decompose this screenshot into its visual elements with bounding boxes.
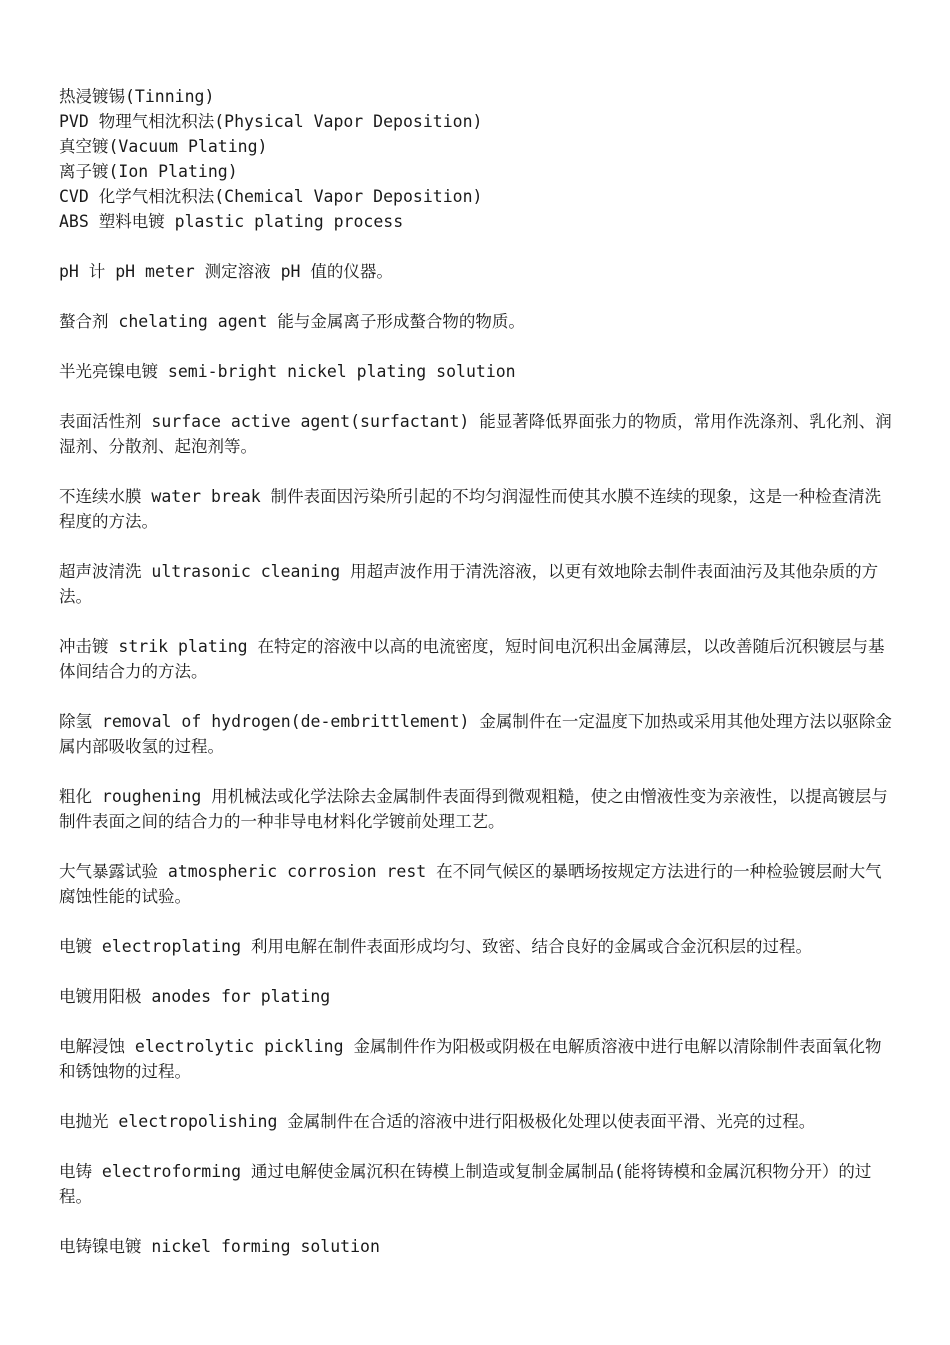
spacer [59, 959, 897, 984]
process-list [59, 84, 897, 234]
glossary-entry: 电铸镍电镀 nickel forming solution [59, 1237, 380, 1256]
list-item: PVD 物理气相沈积法(Physical Vapor Deposition) [59, 112, 483, 131]
spacer [59, 834, 897, 859]
glossary-entry: 螯合剂 chelating agent 能与金属离子形成螯合物的物质。 [59, 312, 525, 331]
spacer [59, 684, 897, 709]
list-item: 离子镀(Ion Plating) [59, 162, 238, 181]
spacer [59, 534, 897, 559]
glossary-entry: 半光亮镍电镀 semi-bright nickel plating solution [59, 362, 516, 381]
list-item: 热浸镀锡(Tinning) [59, 87, 215, 106]
glossary-entry: 电镀 electroplating 利用电解在制件表面形成均匀、致密、结合良好的金属或合金沉积层的过程。 [59, 937, 812, 956]
glossary-entry: 粗化 roughening 用机械法或化学法除去金属制件表面得到微观粗糙，使之由憎液性变为亲液性，以提高镀层与制件表面之间的结合力的一种非导电材料化学镀前处理工艺。 [59, 787, 888, 831]
spacer [59, 609, 897, 634]
glossary-entry: pH 计 pH meter 测定溶液 pH 值的仪器。 [59, 262, 393, 281]
spacer [59, 284, 897, 309]
spacer [59, 234, 897, 259]
glossary-entry: 超声波清洗 ultrasonic cleaning 用超声波作用于清洗溶液，以更有效地除去制件表面油污及其他杂质的方法。 [59, 562, 879, 606]
spacer [59, 459, 897, 484]
glossary-entry: 电镀用阳极 anodes for plating [59, 987, 331, 1006]
list-item: ABS 塑料电镀 plastic plating process [59, 212, 404, 231]
list-item: 真空镀(Vacuum Plating) [59, 137, 268, 156]
glossary-entry: 电铸 electroforming 通过电解使金属沉积在铸模上制造或复制金属制品(能将铸模和金属沉积物分开）的过程。 [59, 1162, 872, 1206]
glossary-entry: 大气暴露试验 atmospheric corrosion rest 在不同气候区的暴晒场按规定方法进行的一种检验镀层耐大气腐蚀性能的试验。 [59, 862, 882, 906]
glossary-entry: 表面活性剂 surface active agent(surfactant) 能显著降低界面张力的物质，常用作洗涤剂、乳化剂、润湿剂、分散剂、起泡剂等。 [59, 412, 892, 456]
spacer [59, 1009, 897, 1034]
spacer [59, 1084, 897, 1109]
glossary-entry: 电解浸蚀 electrolytic pickling 金属制件作为阳极或阴极在电解质溶液中进行电解以清除制件表面氧化物和锈蚀物的过程。 [59, 1037, 882, 1081]
glossary-entry: 冲击镀 strik plating 在特定的溶液中以高的电流密度，短时间电沉积出金属薄层，以改善随后沉积镀层与基体间结合力的方法。 [59, 637, 885, 681]
spacer [59, 909, 897, 934]
list-item: CVD 化学气相沈积法(Chemical Vapor Deposition) [59, 187, 483, 206]
glossary-entry: 不连续水膜 water break 制件表面因污染所引起的不均匀润湿性而使其水膜不连续的现象，这是一种检查清洗程度的方法。 [59, 487, 882, 531]
document-body [59, 84, 897, 1259]
spacer [59, 334, 897, 359]
spacer [59, 1134, 897, 1159]
glossary-entry: 除氢 removal of hydrogen(de-embrittlement) 金属制件在一定温度下加热或采用其他处理方法以驱除金属内部吸收氢的过程。 [59, 712, 892, 756]
spacer [59, 1209, 897, 1234]
glossary-entry: 电抛光 electropolishing 金属制件在合适的溶液中进行阳极极化处理以使表面平滑、光亮的过程。 [59, 1112, 816, 1131]
spacer [59, 384, 897, 409]
spacer [59, 759, 897, 784]
